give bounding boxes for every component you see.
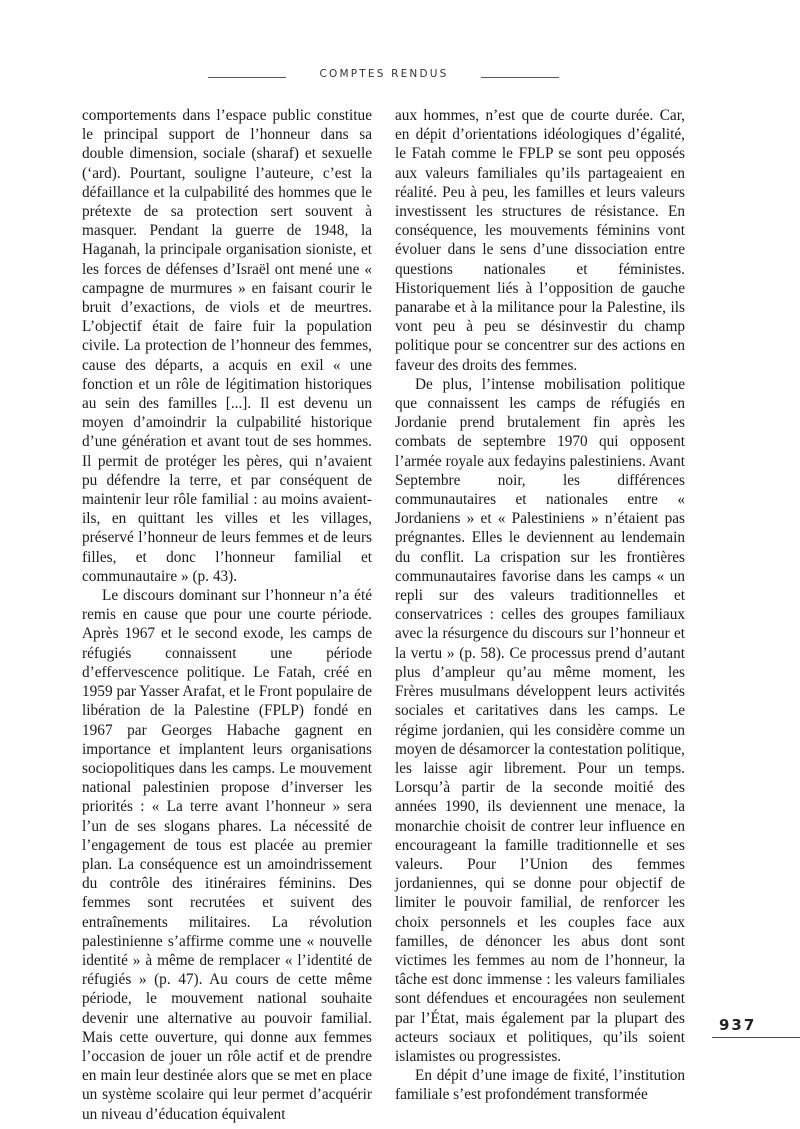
paragraph: Le discours dominant sur l’honneur n’a été remis en cause que pour une courte période. Après 1967 et le second exode, les camps de réfugiés connaissent une période d’effervescence politique. Le Fatah, créé en 1959 par Yasser Arafat, et le Front populaire de libération de la Palestine (FPLP) fondé en 1967 par Georges Habache gagnent en importance et implantent leurs organisations sociopolitiques dans les camps. Le mouvement national palestinien propose d’inverser les priorités : « La terre avant l’honneur » sera l’un de ses slogans phares. La nécessité de l’engagement de tous est placée au premier plan. La conséquence est un amoindrissement du contrôle des itinéraires féminins. Des femmes sont recrutées et suivent des entraînements militaires. La révolution palestinienne s’affirme comme une « nouvelle identité » à même de remplacer « l’identité de réfugiés » (p. 47). Au cours de cette même période, le mouvement national souhaite devenir une alternative au pouvoir familial. Mais cette ouverture, qui donne aux femmes l’occasion de jouer un rôle actif et de prendre en main leur destinée alors que se met en place un système scolaire qui leur permet d’acquérir un niveau d’éducation équivalent [82, 587, 372, 1123]
paragraph: comportements dans l’espace public constitue le principal support de l’honneur dans sa double dimension, sociale (sharaf) et sexuelle (‘ard). Pourtant, souligne l’auteure, c’est la défaillance et la culpabilité des hommes que le prétexte de sa protection sert souvent à masquer. Pendant la guerre de 1948, la Haganah, la principale organisation sioniste, et les forces de défenses d’Israël ont mené une « campagne de murmures » en faisant courir le bruit d’exactions, de viols et de meurtres. L’objectif était de faire fuir la population civile. La protection de l’honneur des femmes, cause des départs, a acquis en exil « une fonction et un rôle de légitimation historiques au sein des familles [...]. Il est devenu un moyen d’amoindrir la culpabilité historique d’une génération et avant tout de ses hommes. Il permit de protéger les pères, qui n’avaient pu défendre la terre, et par conséquent de maintenir leur rôle familial : au moins avaient-ils, en quittant les villes et les villages, préservé l’honneur de leurs femmes et de leurs filles, et donc l’honneur familial et communautaire » (p. 43). [82, 107, 372, 585]
left-column [82, 106, 372, 1124]
page-number-rule [712, 1037, 800, 1038]
header-rule-right [481, 77, 559, 78]
header-title: COMPTES RENDUS [319, 68, 449, 80]
paragraph: aux hommes, n’est que de courte durée. Car, en dépit d’orientations idéologiques d’égalité, le Fatah comme le FPLP se sont peu opposés aux valeurs familiales qu’ils partageaient en réalité. Peu à peu, les familles et leurs valeurs investissent les structures de résistance. En conséquence, les mouvements féminins vont évoluer dans le sens d’une dissociation entre questions nationales et féministes. Historiquement liés à l’opposition de gauche panarabe et à la militance pour la Palestine, ils vont peu à peu se désinvestir du champ politique pour se concentrer sur des actions en faveur des droits des femmes. [395, 107, 685, 374]
page-number: 937 [719, 1016, 757, 1034]
right-column [395, 106, 685, 1105]
paragraph: De plus, l’intense mobilisation politique que connaissent les camps de réfugiés en Jordanie prend brutalement fin après les combats de septembre 1970 qui opposent l’armée royale aux fedayins palestiniens. Avant Septembre noir, les différences communautaires et nationales entre « Jordaniens » et « Palestiniens » n’étaient pas prégnantes. Elles le deviennent au lendemain du conflit. La crispation sur les frontières communautaires favorise dans les camps « un repli sur des valeurs traditionnelles et conservatrices : celles des groupes familiaux avec la résurgence du discours sur l’honneur et la vertu » (p. 58). Ce processus prend d’autant plus d’ampleur qu’au même moment, les Frères musulmans développent leurs activités sociales et caritatives dans les camps. Le régime jordanien, qui les considère comme un moyen de désamorcer la contestation politique, les laisse agir librement. Pour un temps. Lorsqu’à partir de la seconde moitié des années 1990, ils deviennent une menace, la monarchie choisit de contrer leur influence en encourageant la famille traditionnelle et ses valeurs. Pour l’Union des femmes jordaniennes, qui se donne pour objectif de limiter le pouvoir familial, de renforcer les choix personnels et les couples face aux familles, de dénoncer les abus dont sont victimes les femmes au nom de l’honneur, la tâche est donc immense : les valeurs familiales sont défendues et encouragées non seulement par l’État, mais également par la plupart des acteurs sociaux et politiques, qu’ils soient islamistes ou progressistes. [395, 375, 685, 1065]
running-header [0, 68, 800, 88]
paragraph: En dépit d’une image de fixité, l’institution familiale s’est profondément transformée [395, 1067, 685, 1104]
header-rule-left [208, 77, 286, 78]
